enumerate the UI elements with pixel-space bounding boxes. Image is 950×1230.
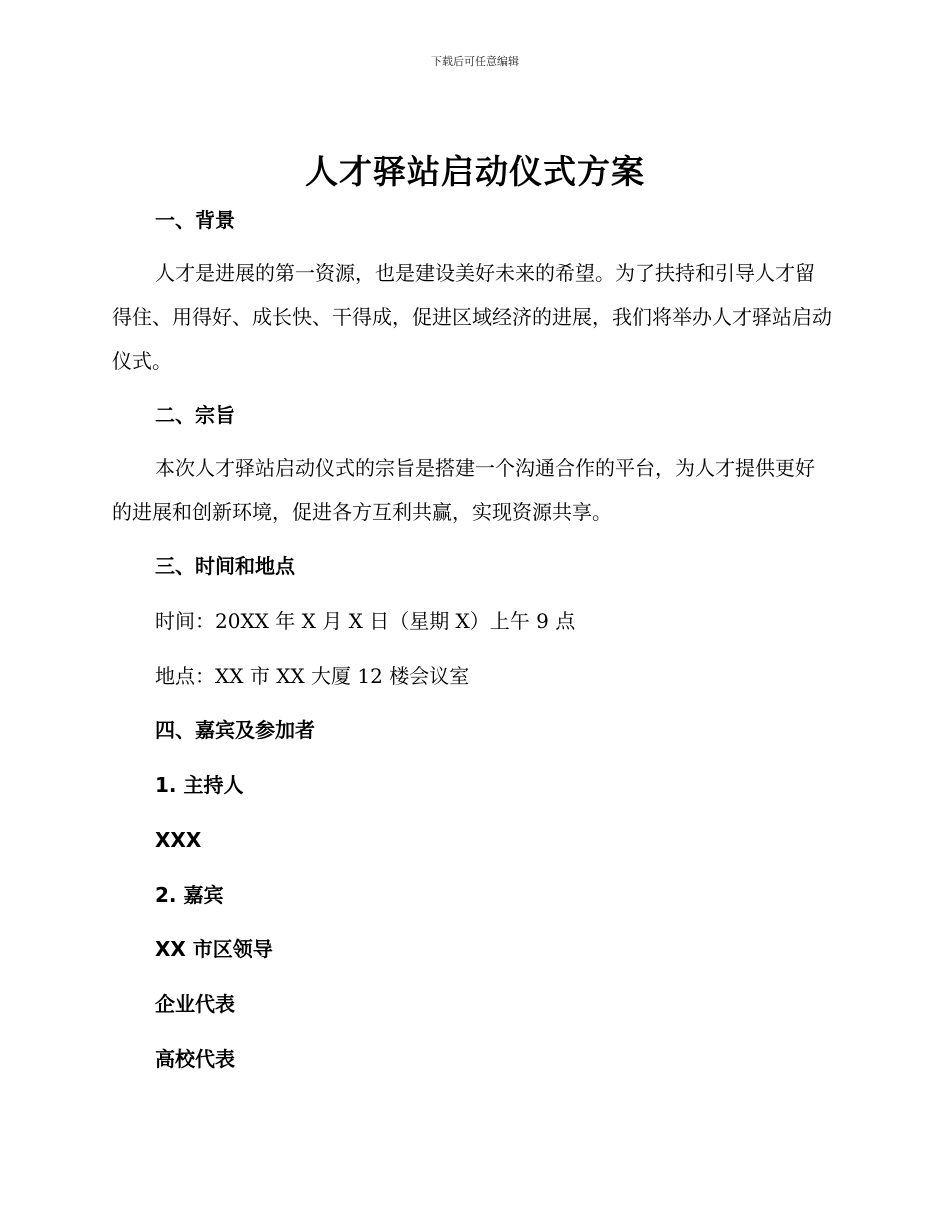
guest-item: 企业代表 <box>155 992 235 1016</box>
header-note: 下载后可任意编辑 <box>431 55 519 68</box>
section-body-purpose: 本次人才驿站启动仪式的宗旨是搭建一个沟通合作的平台，为人才提供更好的进展和创新环境，促进各方互利共赢，实现资源共享。 <box>112 456 815 524</box>
event-place: 地点：XX 市 XX 大厦 12 楼会议室 <box>155 664 470 688</box>
section-heading-guests: 四、嘉宾及参加者 <box>155 718 315 742</box>
guest-label: 2. 嘉宾 <box>155 883 224 907</box>
host-label: 1. 主持人 <box>155 773 244 797</box>
guest-item: XX 市区领导 <box>155 937 273 961</box>
section-heading-background: 一、背景 <box>155 208 235 232</box>
event-time: 时间：20XX 年 X 月 X 日（星期 X）上午 9 点 <box>155 609 576 633</box>
host-name: XXX <box>155 828 202 852</box>
guest-item: 高校代表 <box>155 1047 235 1071</box>
section-heading-purpose: 二、宗旨 <box>155 403 235 427</box>
section-body-background: 人才是进展的第一资源，也是建设美好未来的希望。为了扶持和引导人才留得住、用得好、成长快、干得成，促进区域经济的进展，我们将举办人才驿站启动仪式。 <box>112 261 832 373</box>
section-heading-time-place: 三、时间和地点 <box>155 554 295 578</box>
document-title: 人才驿站启动仪式方案 <box>305 152 645 191</box>
